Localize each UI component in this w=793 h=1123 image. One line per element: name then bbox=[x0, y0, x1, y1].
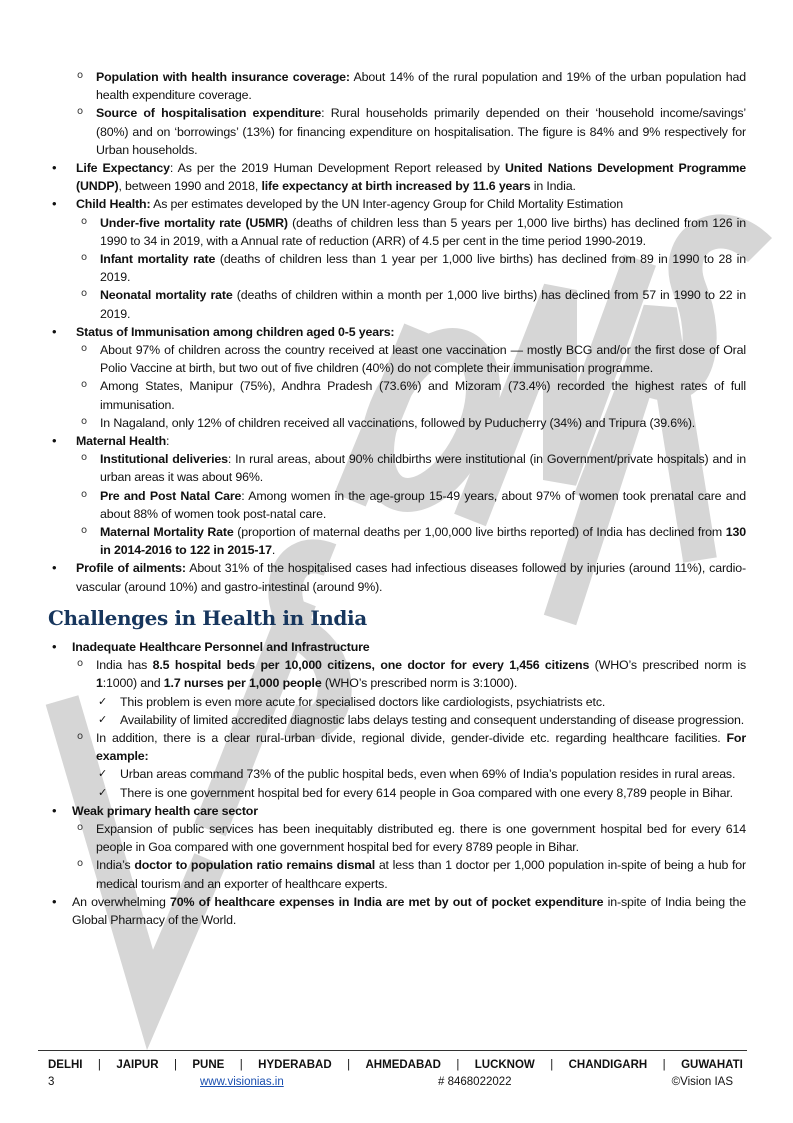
maternal-health-item: • Maternal Health: o Institutional deliveries: In rural areas, about 90% childbirths were institutional (in Government/private hospitals) and in urban areas it was about 96%. o Pre and Post Natal Care: Among women in the age-group 15-49 years, about 97% of women took prenatal care and about 88% of women took post-natal care. o Maternal Mortality Rate (proportion of maternal deaths per 1,00,000 live births reported) of India has declined from 130 in 2014-2016 to 122 in 2015-17. bbox=[48, 432, 746, 559]
footer-meta bbox=[38, 1073, 747, 1091]
footer-divider bbox=[38, 1050, 747, 1051]
list-item: o India’s doctor to population ratio remains dismal at less than 1 doctor per 1,000 population in-spite of being a hub for medical tourism and an exporter of healthcare experts. bbox=[72, 856, 746, 892]
page-number: 3 bbox=[48, 1076, 55, 1088]
list-item: o Pre and Post Natal Care: Among women in the age-group 15-49 years, about 97% of women took prenatal care and about 88% of women took post-natal care. bbox=[76, 487, 746, 523]
separator: | bbox=[662, 1059, 666, 1071]
immunisation-item: • Status of Immunisation among children aged 0-5 years: o About 97% of children across the country received at least one vaccination — mostly BCG and/or the first dose of Oral Polio Vaccine at birth, but two out of five children (40%) do not complete their immunisation programme. o Among States, Manipur (75%), Andhra Pradesh (73.6%) and Mizoram (73.4%) recorded the highest rates of full immunisation. o In Nagaland, only 12% of children received all vaccinations, followed by Puducherry (34%) and Tripura (39.6%). bbox=[48, 323, 746, 432]
city-guwahati: GUWAHATI bbox=[681, 1059, 743, 1071]
page-footer bbox=[38, 1050, 747, 1091]
copyright-notice: ©Vision IAS bbox=[671, 1076, 733, 1088]
list-item: o Infant mortality rate (deaths of children less than 1 year per 1,000 live births) has declined from 89 in 1990 to 28 in 2019. bbox=[76, 250, 746, 286]
list-item: o Population with health insurance coverage: About 14% of the rural population and 19% of the urban population had health expenditure coverage. bbox=[72, 68, 746, 104]
ailments-item: • Profile of ailments: About 31% of the hospitalised cases had infectious diseases followed by injuries (around 11%), cardio-vascular (around 10%) and gastro-intestinal (around 9%). bbox=[48, 559, 746, 595]
separator: | bbox=[456, 1059, 460, 1071]
separator: | bbox=[173, 1059, 177, 1071]
list-item: o Source of hospitalisation expenditure: Rural households primarily depended on their ‘household income/savings’ (80%) and on ‘borrowings’ (13%) for financing expenditure on hospitalisation. The figure is 84% and 9% respectively for Urban households. bbox=[72, 104, 746, 159]
separator: | bbox=[239, 1059, 243, 1071]
list-item: o Maternal Mortality Rate (proportion of maternal deaths per 1,00,000 live births reported) of India has declined from 130 in 2014-2016 to 122 in 2015-17. bbox=[76, 523, 746, 559]
child-health-item: • Child Health: As per estimates developed by the UN Inter-agency Group for Child Mortality Estimation o Under-five mortality rate (U5MR) (deaths of children less than 5 years per 1,000 live births) has declined from 126 in 1990 to 34 in 2019, with a Annual rate of reduction (ARR) of 4.5 per cent in the time period 1990-2019. o Infant mortality rate (deaths of children less than 1 year per 1,000 live births) has declined from 89 in 1990 to 28 in 2019. o Neonatal mortality rate (deaths of children within a month per 1,000 live births) has declined from 57 in 1990 to 22 in 2019. bbox=[48, 195, 746, 322]
document-body bbox=[48, 68, 746, 929]
check-item: ✓ Urban areas command 73% of the public hospital beds, even when 69% of India’s population resides in rural areas. bbox=[96, 765, 746, 783]
list-item: o Under-five mortality rate (U5MR) (deaths of children less than 5 years per 1,000 live births) has declined from 126 in 1990 to 34 in 2019, with a Annual rate of reduction (ARR) of 4.5 per cent in the time period 1990-2019. bbox=[76, 214, 746, 250]
list-item: o In Nagaland, only 12% of children received all vaccinations, followed by Puducherry (34%) and Tripura (39.6%). bbox=[76, 414, 746, 432]
footer-cities bbox=[38, 1057, 747, 1073]
city-jaipur: JAIPUR bbox=[116, 1059, 159, 1071]
list-item: o Expansion of public services has been inequitably distributed eg. there is one government hospital bed for every 614 people in Goa compared with one government hospital bed for every 8789 people in Bihar. bbox=[72, 820, 746, 856]
list-item: o Institutional deliveries: In rural areas, about 90% childbirths were institutional (in Government/private hospitals) and in urban areas it was about 96%. bbox=[76, 450, 746, 486]
city-hyderabad: HYDERABAD bbox=[258, 1059, 332, 1071]
check-item: ✓ This problem is even more acute for specialised doctors like cardiologists, psychiatrists etc. bbox=[96, 693, 746, 711]
infrastructure-item: • Inadequate Healthcare Personnel and Infrastructure o India has 8.5 hospital beds per 10,000 citizens, one doctor for every 1,456 citizens (WHO’s prescribed norm is 1:1000) and 1.7 nurses per 1,000 people (WHO’s prescribed norm is 3:1000). ✓ This problem is even more acute for specialised doctors like cardiologists, psychiatrists etc. ✓ Availability of limited accredited diagnostic labs delays testing and consequent understanding of disease progression. o In addition, there is a clear rural-urban divide, regional divide, gender-divide etc. regarding healthcare facilities. For example: ✓ Urban areas command 73% of the public hospital beds, even when 69% of India’s population resides in rural areas. ✓ There is one government hospital bed for every 614 people in Goa compared with one every 8,789 people in Bihar. bbox=[48, 638, 746, 802]
health-indicators-list bbox=[48, 159, 746, 596]
check-item: ✓ There is one government hospital bed for every 614 people in Goa compared with one every 8,789 people in Bihar. bbox=[96, 784, 746, 802]
list-item: o Neonatal mortality rate (deaths of children within a month per 1,000 live births) has declined from 57 in 1990 to 22 in 2019. bbox=[76, 286, 746, 322]
list-item: o In addition, there is a clear rural-urban divide, regional divide, gender-divide etc. regarding healthcare facilities. For example: ✓ Urban areas command 73% of the public hospital beds, even when 69% of India’s population resides in rural areas. ✓ There is one government hospital bed for every 614 people in Goa compared with one every 8,789 people in Bihar. bbox=[72, 729, 746, 802]
city-ahmedabad: AHMEDABAD bbox=[365, 1059, 441, 1071]
check-item: ✓ Availability of limited accredited diagnostic labs delays testing and consequent understanding of disease progression. bbox=[96, 711, 746, 729]
city-pune: PUNE bbox=[192, 1059, 225, 1071]
list-item: o About 97% of children across the country received at least one vaccination — mostly BCG and/or the first dose of Oral Polio Vaccine at birth, but two out of five children (40%) do not complete their immunisation programme. bbox=[76, 341, 746, 377]
list-item: o India has 8.5 hospital beds per 10,000 citizens, one doctor for every 1,456 citizens (WHO’s prescribed norm is 1:1000) and 1.7 nurses per 1,000 people (WHO’s prescribed norm is 3:1000). ✓ This problem is even more acute for specialised doctors like cardiologists, psychiatrists etc. ✓ Availability of limited accredited diagnostic labs delays testing and consequent understanding of disease progression. bbox=[72, 656, 746, 729]
out-of-pocket-item: • An overwhelming 70% of healthcare expenses in India are met by out of pocket expenditure in-spite of India being the Global Pharmacy of the World. bbox=[48, 893, 746, 929]
challenges-list bbox=[48, 638, 746, 929]
section-heading: Challenges in Health in India bbox=[48, 605, 367, 630]
website-link[interactable]: www.visionias.in bbox=[200, 1076, 284, 1088]
separator: | bbox=[97, 1059, 101, 1071]
life-expectancy-item: • Life Expectancy: As per the 2019 Human Development Report released by United Nations Development Programme (UNDP), between 1990 and 2018, life expectancy at birth increased by 11.6 years in India. bbox=[48, 159, 746, 195]
list-item: o Among States, Manipur (75%), Andhra Pradesh (73.6%) and Mizoram (73.4%) recorded the highest rates of full immunisation. bbox=[76, 377, 746, 413]
city-chandigarh: CHANDIGARH bbox=[568, 1059, 648, 1071]
separator: | bbox=[550, 1059, 554, 1071]
primary-care-item: • Weak primary health care sector o Expansion of public services has been inequitably distributed eg. there is one government hospital bed for every 614 people in Goa compared with one government hospital bed for every 8789 people in Bihar. o India’s doctor to population ratio remains dismal at less than 1 doctor per 1,000 population in-spite of being a hub for medical tourism and an exporter of healthcare experts. bbox=[48, 802, 746, 893]
city-delhi: DELHI bbox=[48, 1059, 83, 1071]
phone-number: # 8468022022 bbox=[438, 1076, 512, 1088]
separator: | bbox=[347, 1059, 351, 1071]
city-lucknow: LUCKNOW bbox=[474, 1059, 535, 1071]
health-expenditure-subitems bbox=[72, 68, 746, 159]
